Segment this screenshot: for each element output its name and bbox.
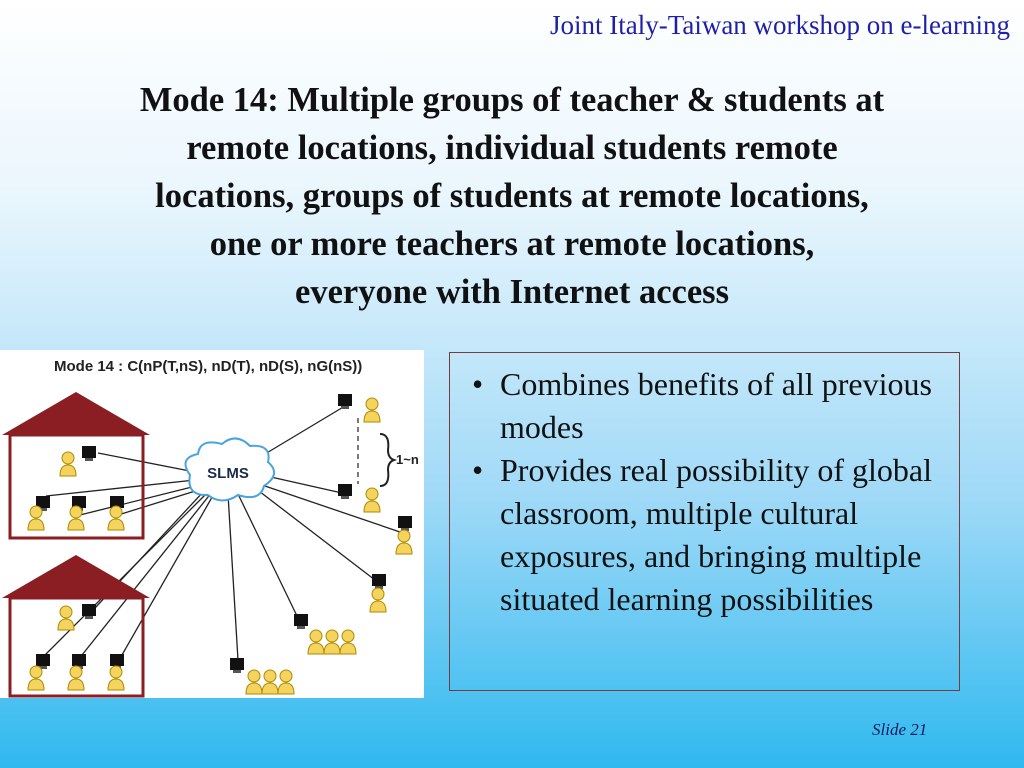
title-line: locations, groups of students at remote locations,	[155, 177, 869, 215]
range-label: 1~n	[396, 452, 419, 467]
slms-cloud	[186, 438, 275, 500]
bullet-box	[449, 352, 960, 691]
title-line: Mode 14: Multiple groups of teacher & students at	[139, 81, 885, 119]
slide-title	[40, 76, 984, 316]
mode14-diagram	[0, 350, 424, 698]
title-line: remote locations, individual students remote	[186, 129, 838, 167]
workshop-header: Joint Italy-Taiwan workshop on e-learning	[550, 10, 1010, 40]
bullet-item: • Provides real possibility of global classroom, multiple cultural exposures, and bringing multiple situated learning possibilities	[468, 449, 941, 621]
title-line: one or more teachers at remote locations,	[209, 225, 815, 263]
diagram-heading: Mode 14 : C(nP(T,nS), nD(T), nD(S), nG(nS))	[54, 358, 363, 375]
bullet-item: • Combines benefits of all previous modes	[468, 363, 941, 449]
title-line: everyone with Internet access	[295, 273, 729, 311]
slide-number: Slide 21	[872, 720, 928, 739]
slms-label: SLMS	[207, 465, 249, 482]
